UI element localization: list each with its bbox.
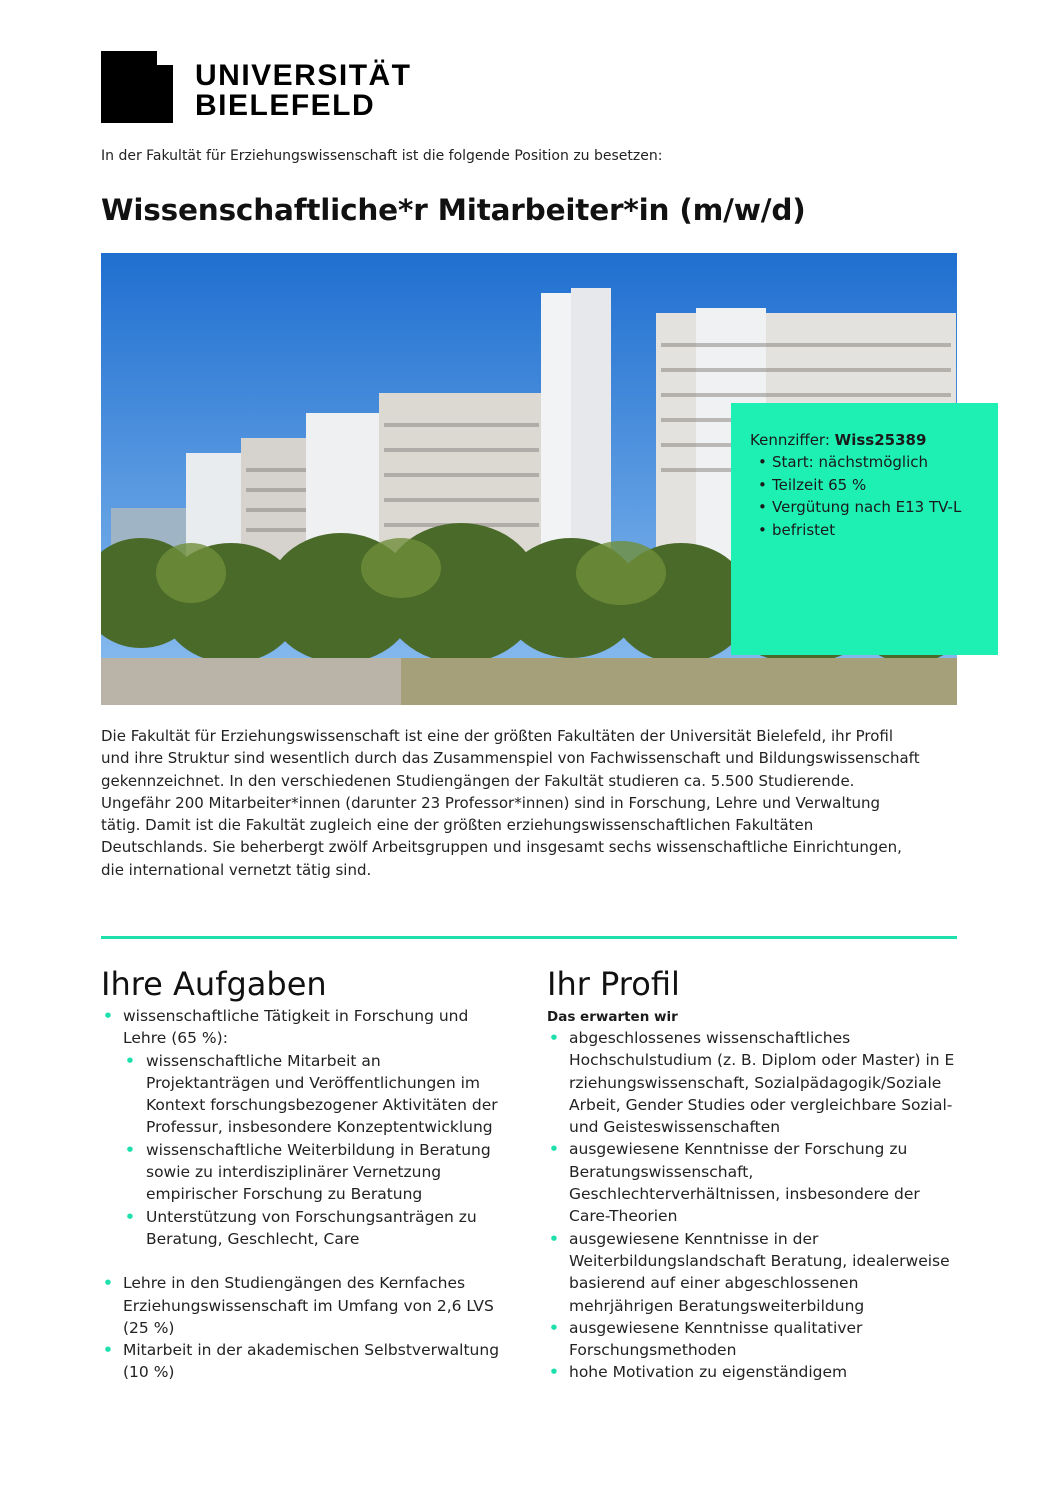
profile-item	[547, 1027, 967, 1138]
job-title: Wissenschaftliche*r Mitarbeiter*in (m/w/d)	[101, 193, 806, 227]
profile-line: • ausgewiesene Kenntnisse der Forschung zu	[569, 1140, 908, 1159]
job-info-box	[731, 403, 998, 655]
task-line: Erziehungswissenschaft im Umfang von 2,6 LVS	[123, 1296, 494, 1315]
reference-label: Kennziffer:	[750, 431, 835, 449]
task-line: • Mitarbeit in der akademischen Selbstverwaltung	[123, 1341, 500, 1360]
subtask-item	[123, 1206, 521, 1251]
subtask-item	[123, 1050, 521, 1139]
tasks-list	[101, 1005, 521, 1384]
subtask-line: empirischer Forschung zu Beratung	[146, 1185, 423, 1204]
description-line: und ihre Struktur sind wesentlich durch das Zusammenspiel von Fachwissenschaft und Bildungswissenschaft	[101, 749, 920, 768]
logo-line-1: UNIVERSITÄT	[195, 59, 412, 92]
job-facts-list	[750, 451, 998, 541]
section-divider	[101, 936, 957, 939]
task-line: (10 %)	[123, 1363, 175, 1382]
profile-list	[547, 1027, 967, 1384]
description-line: die international vernetzt tätig sind.	[101, 860, 372, 879]
profile-item	[547, 1317, 967, 1362]
logo-mark-icon	[101, 51, 173, 123]
intro-text: In der Fakultät für Erziehungswissenschaft ist die folgende Position zu besetzen:	[101, 148, 663, 164]
subtask-item	[123, 1139, 521, 1206]
profile-line: Weiterbildungslandschaft Beratung, idealerweise	[569, 1251, 950, 1270]
description-line: Die Fakultät für Erziehungswissenschaft ist eine der größten Fakultäten der Universität Bielefeld, ihr Profil	[101, 727, 894, 745]
subtask-line: Professur, insbesondere Konzeptentwicklung	[146, 1118, 493, 1137]
profile-item	[547, 1138, 967, 1227]
profile-line: • abgeschlossenes wissenschaftliches	[569, 1029, 851, 1047]
profile-line: Arbeit, Gender Studies oder vergleichbare Sozial-	[569, 1095, 953, 1114]
job-fact: • Start: nächstmöglich	[758, 451, 998, 474]
description-line: Ungefähr 200 Mitarbeiter*innen (darunter 23 Professor*innen) sind in Forschung, Lehre und Verwaltung	[101, 793, 881, 812]
subtask-line: • Unterstützung von Forschungsanträgen zu	[146, 1207, 477, 1226]
task-sublist	[123, 1050, 521, 1251]
profile-line: • ausgewiesene Kenntnisse qualitativer	[569, 1318, 863, 1337]
logo-line-2: BIELEFELD	[195, 89, 376, 122]
profile-heading: Ihr Profil	[547, 965, 680, 1003]
description-line: gekennzeichnet. In den verschiedenen Studiengängen der Fakultät studieren ca. 5.500 Studierende.	[101, 771, 855, 790]
profile-line: rziehungswissenschaft, Sozialpädagogik/Soziale	[569, 1073, 942, 1092]
subtask-line: Projektanträgen und Veröffentlichungen im	[146, 1073, 480, 1092]
job-fact: • befristet	[758, 519, 998, 542]
task-line: (25 %)	[123, 1318, 175, 1337]
subtask-line: Beratung, Geschlecht, Care	[146, 1229, 360, 1248]
subtask-line: • wissenschaftliche Weiterbildung in Beratung	[146, 1140, 491, 1159]
profile-line: Beratungswissenschaft,	[569, 1162, 754, 1181]
reference-number	[750, 429, 998, 451]
reference-value: Wiss25389	[834, 431, 927, 449]
tasks-section	[101, 963, 521, 1384]
profile-line: basierend auf einer abgeschlossenen	[569, 1274, 859, 1293]
profile-line: Hochschulstudium (z. B. Diplom oder Master) in E	[569, 1051, 955, 1070]
description-line: tätig. Damit ist die Fakultät zugleich eine der größten erziehungswissenschaftlichen Fakultäten	[101, 816, 814, 835]
profile-line: • ausgewiesene Kenntnisse in der	[569, 1229, 819, 1248]
task-line: Lehre (65 %):	[123, 1029, 228, 1048]
job-fact: • Vergütung nach E13 TV-L	[758, 496, 998, 519]
university-logo	[101, 51, 412, 123]
profile-item	[547, 1228, 967, 1317]
subtask-line: Kontext forschungsbezogener Aktivitäten der	[146, 1096, 498, 1115]
profile-line: • hohe Motivation zu eigenständigem	[569, 1363, 848, 1382]
task-item	[101, 1005, 521, 1272]
profile-line: Forschungsmethoden	[569, 1341, 737, 1360]
profile-line: Geschlechterverhältnissen, insbesondere der	[569, 1185, 920, 1204]
task-line: • wissenschaftliche Tätigkeit in Forschung und	[123, 1007, 469, 1025]
profile-item	[547, 1361, 967, 1383]
faculty-description	[101, 725, 961, 881]
subtask-line: sowie zu interdisziplinärer Vernetzung	[146, 1163, 442, 1182]
profile-subheading: Das erwarten wir	[547, 1009, 678, 1025]
tasks-heading: Ihre Aufgaben	[101, 965, 327, 1003]
task-item	[101, 1272, 521, 1339]
profile-line: mehrjährigen Beratungsweiterbildung	[569, 1296, 865, 1315]
description-line: Deutschlands. Sie beherbergt zwölf Arbeitsgruppen und insgesamt sechs wissenschaftliche Einrichtungen,	[101, 838, 902, 857]
task-item	[101, 1339, 521, 1384]
logo-wordmark	[195, 61, 412, 121]
subtask-line: • wissenschaftliche Mitarbeit an	[146, 1051, 381, 1070]
job-fact: • Teilzeit 65 %	[758, 474, 998, 497]
profile-line: Care-Theorien	[569, 1207, 678, 1226]
task-line: • Lehre in den Studiengängen des Kernfaches	[123, 1274, 466, 1293]
profile-section	[547, 963, 967, 1384]
profile-line: und Geisteswissenschaften	[569, 1118, 781, 1137]
